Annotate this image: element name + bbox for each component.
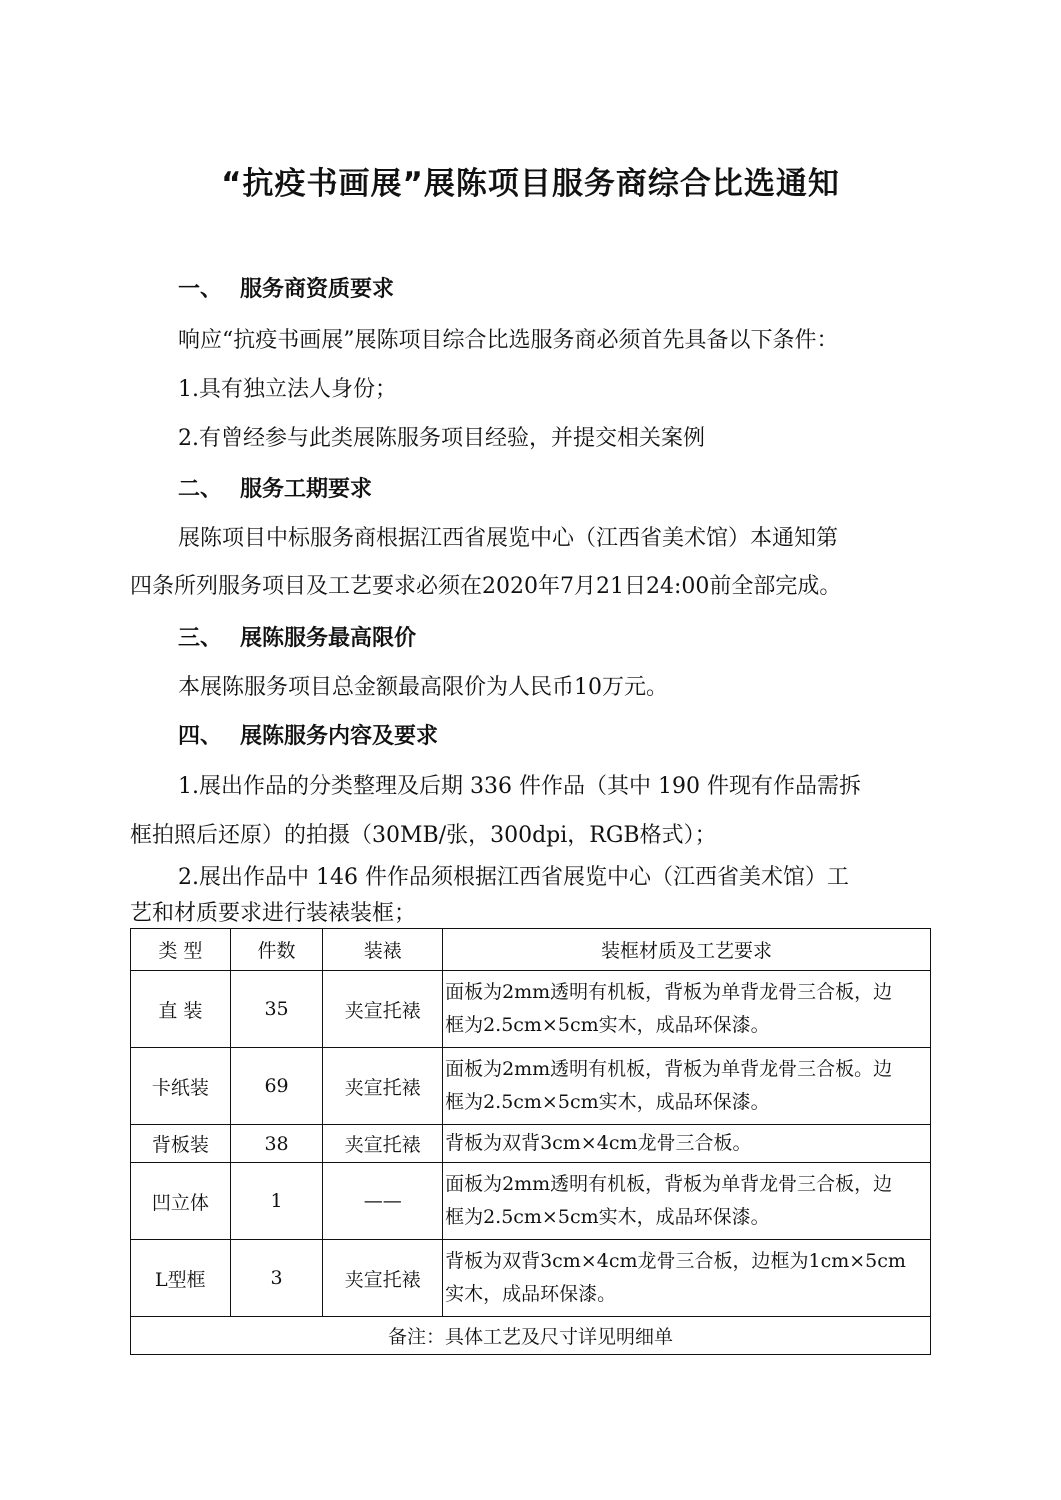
header-cell-count: 件数: [230, 929, 323, 971]
section-heading-4: [178, 719, 438, 750]
cell-count: 38: [230, 1125, 323, 1163]
req-line: 面板为2mm透明有机板，背板为单背龙骨三合板，边: [445, 981, 893, 1003]
cell-type: 直 装: [131, 971, 231, 1048]
cell-requirements: 背板为双背3cm×4cm龙骨三合板。: [443, 1125, 931, 1163]
section-heading-2: [178, 472, 372, 503]
req-line: 面板为2mm透明有机板，背板为单背龙骨三合板。边: [445, 1058, 893, 1080]
cell-requirements: [443, 971, 931, 1048]
section-number: 一、: [178, 277, 223, 302]
table-note: 备注：具体工艺及尺寸详见明细单: [131, 1317, 931, 1355]
cell-mount: ——: [323, 1163, 443, 1240]
section-number: 三、: [178, 626, 223, 651]
req-line: 框为2.5cm×5cm实木，成品环保漆。: [445, 1091, 770, 1113]
paragraph: 本展陈服务项目总金额最高限价为人民币10万元。: [178, 675, 668, 700]
cell-requirements: [443, 1048, 931, 1125]
header-cell-mount: 装裱: [323, 929, 443, 971]
req-line: 实木，成品环保漆。: [445, 1283, 617, 1305]
section-title: 展陈服务最高限价: [240, 626, 417, 651]
cell-type: 背板装: [131, 1125, 231, 1163]
section-title: 展陈服务内容及要求: [240, 724, 439, 749]
list-item: 2.有曾经参与此类展陈服务项目经验，并提交相关案例: [178, 426, 705, 451]
table-note-row: [131, 1317, 931, 1355]
list-item: 1.具有独立法人身份；: [178, 377, 397, 402]
list-item-continuation: 框拍照后还原）的拍摄（30MB/张，300dpi，RGB格式）；: [130, 823, 717, 848]
cell-type: 卡纸装: [131, 1048, 231, 1125]
page-title: “抗疫书画展”展陈项目服务商综合比选通知: [221, 166, 840, 202]
cell-count: 69: [230, 1048, 323, 1125]
section-title: 服务商资质要求: [240, 277, 395, 302]
paragraph: 展陈项目中标服务商根据江西省展览中心（江西省美术馆）本通知第: [178, 526, 839, 551]
req-line: 面板为2mm透明有机板，背板为单背龙骨三合板，边: [445, 1173, 893, 1195]
header-cell-type: 类 型: [131, 929, 231, 971]
req-line: 框为2.5cm×5cm实木，成品环保漆。: [445, 1206, 770, 1228]
cell-type: 凹立体: [131, 1163, 231, 1240]
cell-type: L型框: [131, 1240, 231, 1317]
cell-count: 1: [230, 1163, 323, 1240]
req-line: 框为2.5cm×5cm实木，成品环保漆。: [445, 1014, 770, 1036]
cell-count: 35: [230, 971, 323, 1048]
framing-spec-table: [130, 928, 931, 1355]
section-title: 服务工期要求: [240, 477, 373, 502]
section-number: 四、: [178, 724, 223, 749]
cell-count: 3: [230, 1240, 323, 1317]
req-line: 背板为双背3cm×4cm龙骨三合板，边框为1cm×5cm: [445, 1250, 906, 1272]
cell-requirements: [443, 1163, 931, 1240]
cell-mount: 夹宣托裱: [323, 971, 443, 1048]
section-number: 二、: [178, 477, 223, 502]
cell-mount: 夹宣托裱: [323, 1125, 443, 1163]
section-heading-1: [178, 272, 394, 303]
table-header-row: [131, 929, 931, 971]
paragraph: 四条所列服务项目及工艺要求必须在2020年7月21日24:00前全部完成。: [130, 574, 842, 599]
cell-mount: 夹宣托裱: [323, 1048, 443, 1125]
table-row: [131, 1125, 931, 1163]
section-heading-3: [178, 621, 416, 652]
list-item-continuation: 艺和材质要求进行装裱装框；: [130, 901, 417, 926]
table-row: [131, 971, 931, 1048]
table-row: [131, 1163, 931, 1240]
cell-mount: 夹宣托裱: [323, 1240, 443, 1317]
list-item: 1.展出作品的分类整理及后期 336 件作品（其中 190 件现有作品需拆: [178, 774, 861, 799]
table-row: [131, 1240, 931, 1317]
header-cell-requirements: 装框材质及工艺要求: [443, 929, 931, 971]
list-item: 2.展出作品中 146 件作品须根据江西省展览中心（江西省美术馆）工: [178, 865, 849, 890]
cell-requirements: [443, 1240, 931, 1317]
paragraph: 响应“抗疫书画展”展陈项目综合比选服务商必须首先具备以下条件：: [178, 328, 839, 353]
table-row: [131, 1048, 931, 1125]
